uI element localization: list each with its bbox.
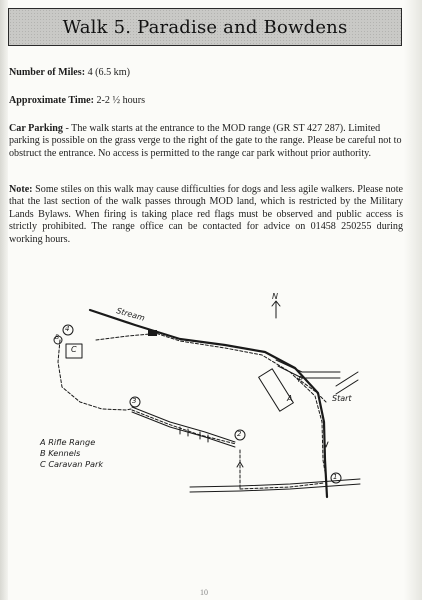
key-rifle-range: A Rifle Range [40, 437, 96, 447]
route-arrows [237, 442, 328, 467]
route-top [96, 334, 150, 340]
north-label: N [272, 292, 278, 301]
stream-bridge [148, 330, 157, 336]
road-middle [132, 407, 235, 442]
route-stream [152, 332, 326, 478]
time-line [9, 95, 403, 107]
caravan-park-label: C [71, 345, 77, 354]
key-kennels: B Kennels [40, 448, 81, 458]
point-4-label: 4 [65, 325, 70, 333]
car-parking-text: - The walk starts at the entrance to the MOD range (GR ST 427 287). Limited parking is possible on the grass verge to the right of the gate to the range. Please be careful not to obstruct the entrance. No access is permitted to the range car park without prior authority. [9, 123, 402, 159]
route-middle [132, 410, 236, 444]
map-key [40, 437, 103, 470]
key-caravan-park: C Caravan Park [40, 459, 104, 469]
page-gutter-left [0, 0, 8, 600]
page-edge-right [404, 0, 422, 600]
miles-label: Number of Miles: [9, 67, 86, 78]
road-right-2 [336, 380, 358, 394]
point-3-label: 3 [132, 397, 137, 405]
page-title: Walk 5. Paradise and Bowdens [62, 16, 348, 38]
title-banner [8, 8, 402, 46]
point-1-label: 1 [333, 473, 338, 481]
miles-line [9, 67, 403, 79]
route-map [40, 292, 370, 502]
route-map-drawing [40, 292, 370, 502]
point-2-label: 2 [237, 430, 242, 438]
rifle-range-label: A [287, 394, 293, 403]
miles-value: 4 (6.5 km) [87, 67, 130, 78]
route-left-loop [58, 340, 131, 410]
start-label: Start [332, 394, 352, 403]
parking-label: P [298, 375, 303, 384]
note-label: Note: [9, 184, 33, 195]
time-value: 2-2 ½ hours [96, 95, 146, 106]
rifle-range-box [259, 369, 294, 411]
north-arrow [272, 301, 280, 318]
stream-label: Stream [115, 306, 146, 323]
car-parking-paragraph [9, 123, 403, 160]
time-label: Approximate Time: [9, 95, 94, 106]
page-number: 10 [200, 588, 208, 597]
note-text: Some stiles on this walk may cause difficulties for dogs and less agile walkers. Please note that the last section of the walk passes through MOD land, which is restricted by the Military Lands Bylaws. When firing is taking place red flags must be observed and public access is strictly prohibited. The range office can be contacted for advice on 01458 250255 during working hours. [9, 184, 403, 245]
road-right [336, 372, 358, 386]
note-paragraph [9, 184, 403, 246]
kennels-label: B [55, 334, 60, 341]
car-parking-label: Car Parking [9, 123, 63, 134]
